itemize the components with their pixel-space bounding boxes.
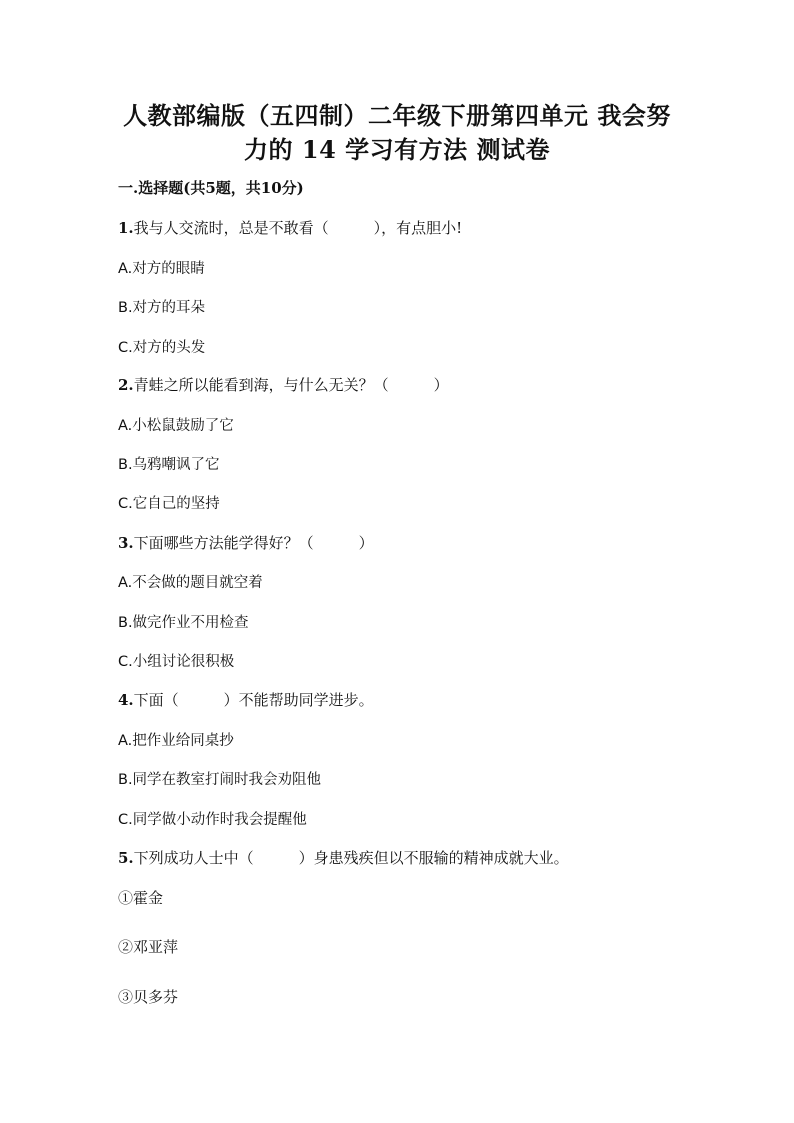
option-2b: B.乌鸦嘲讽了它 xyxy=(118,457,220,473)
question-text: 下列成功人士中（ ）身患残疾但以不服输的精神成就大业。 xyxy=(133,849,569,867)
question-text: 下面哪些方法能学得好？（ ） xyxy=(133,534,374,552)
option-1c: C.对方的头发 xyxy=(118,340,206,356)
option-4c: C.同学做小动作时我会提醒他 xyxy=(118,812,307,828)
question-1 xyxy=(118,217,462,238)
option-1b: B.对方的耳朵 xyxy=(118,300,206,316)
question-text: 我与人交流时，总是不敢看（ ），有点胆小! xyxy=(133,219,463,237)
option-2a: A.小松鼠鼓励了它 xyxy=(118,418,234,434)
option-2c: C.它自己的坚持 xyxy=(118,496,220,512)
option-5-1: ①霍金 xyxy=(118,889,164,907)
question-number: 5. xyxy=(118,849,134,867)
option-4b: B.同学在教室打闹时我会劝阻他 xyxy=(118,772,322,788)
option-5-3: ③贝多芬 xyxy=(118,988,179,1006)
question-number: 2. xyxy=(118,376,134,394)
option-5-2: ②邓亚萍 xyxy=(118,938,179,956)
option-3a: A.不会做的题目就空着 xyxy=(118,575,263,591)
option-3b: B.做完作业不用检查 xyxy=(118,615,249,631)
question-text: 下面（ ）不能帮助同学进步。 xyxy=(133,691,374,709)
question-number: 3. xyxy=(118,534,134,552)
question-2 xyxy=(118,374,449,395)
option-4a: A.把作业给同桌抄 xyxy=(118,733,234,749)
question-3 xyxy=(118,532,374,553)
question-number: 1. xyxy=(118,219,134,237)
question-text: 青蛙之所以能看到海，与什么无关？（ ） xyxy=(133,376,449,394)
question-5 xyxy=(118,847,569,868)
page-title-line-2: 力的 14 学习有方法 测试卷 xyxy=(244,135,550,164)
section-heading: 一.选择题(共5题，共10分) xyxy=(118,179,304,197)
option-1a: A.对方的眼睛 xyxy=(118,261,205,277)
option-3c: C.小组讨论很积极 xyxy=(118,654,235,670)
page-title-line-1: 人教部编版（五四制）二年级下册第四单元 我会努 xyxy=(123,101,671,130)
question-4 xyxy=(118,689,374,710)
question-number: 4. xyxy=(118,691,134,709)
